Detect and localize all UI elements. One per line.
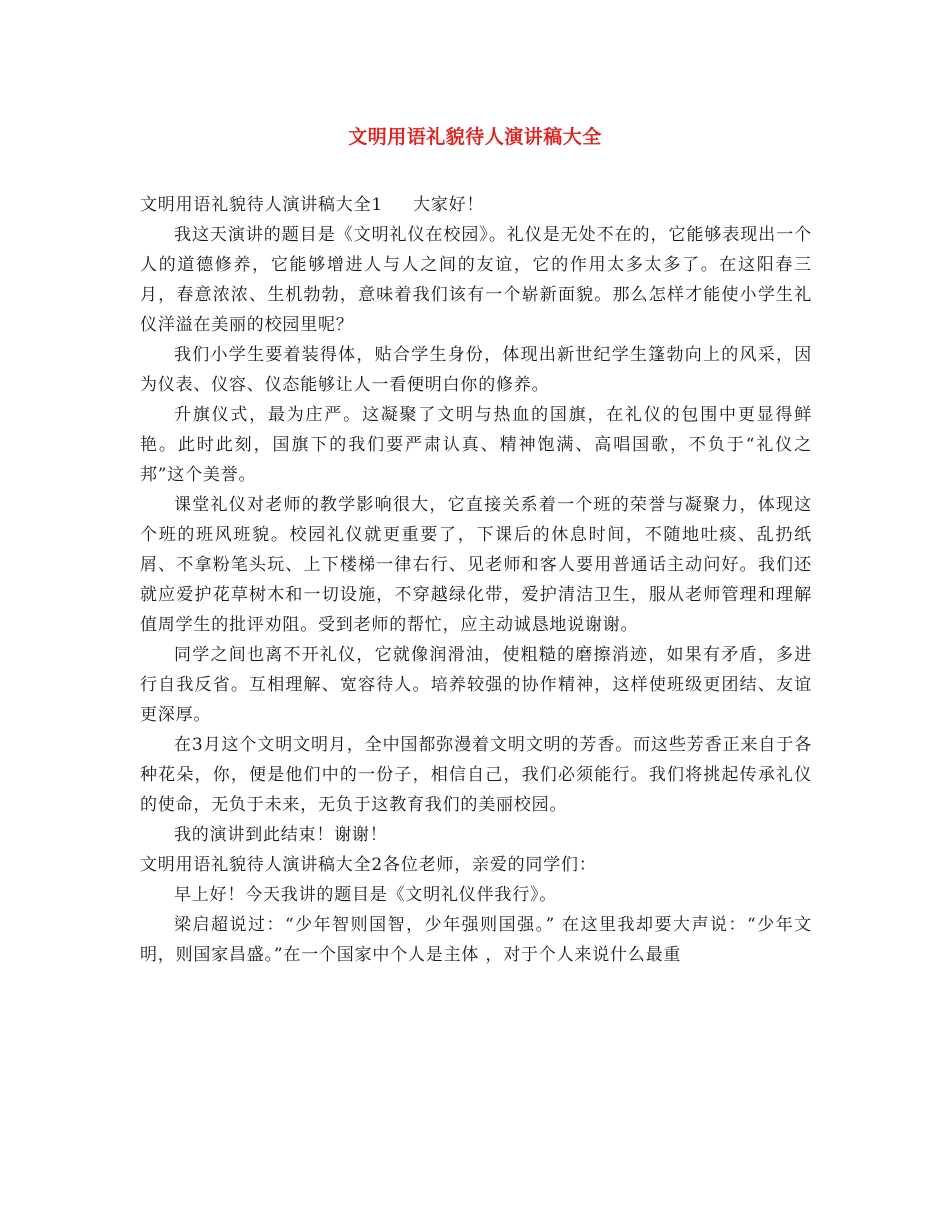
paragraph: 我们小学生要着装得体，贴合学生身份，体现出新世纪学生篷勃向上的风采，因为仪表、仪容、仪态能够让人一看便明白你的修养。 [140,345,812,395]
paragraph: 升旗仪式，最为庄严。这凝聚了文明与热血的国旗，在礼仪的包围中更显得鲜艳。此时此刻，国旗下的我们要严肃认真、精神饱满、高唱国歌，不负于“礼仪之邦”这个美誉。 [140,405,812,485]
section-heading-2: 文明用语礼貌待人演讲稿大全2各位老师，亲爱的同学们： [140,855,597,875]
document-body [140,190,812,970]
greeting-text: 大家好！ [413,195,485,215]
document-title: 文明用语礼貌待人演讲稿大全 [348,126,602,148]
paragraph: 同学之间也离不开礼仪，它就像润滑油，使粗糙的磨擦消迹，如果有矛盾，多进行自我反省。互相理解、宽容待人。培养较强的协作精神，这样使班级更团结、友谊更深厚。 [140,645,812,725]
section-heading-1 [140,190,812,220]
paragraph: 我这天演讲的题目是《文明礼仪在校园》。礼仪是无处不在的，它能够表现出一个人的道德修养，它能够增进人与人之间的友谊，它的作用太多太多了。在这阳春三月，春意浓浓、生机勃勃，意味着我们该有一个崭新面貌。那么怎样才能使小学生礼仪洋溢在美丽的校园里呢？ [140,225,812,335]
section-heading-text: 文明用语礼貌待人演讲稿大全1 [140,195,384,215]
paragraph: 课堂礼仪对老师的教学影响很大，它直接关系着一个班的荣誉与凝聚力，体现这个班的班风班貌。校园礼仪就更重要了，下课后的休息时间，不随地吐痰、乱扔纸屑、不拿粉笔头玩、上下楼梯一律右行、见老师和客人要用普通话主动问好。我们还就应爱护花草树木和一切设施，不穿越绿化带，爱护清洁卫生，服从老师管理和理解值周学生的批评劝阻。受到老师的帮忙，应主动诚恳地说谢谢。 [140,495,812,635]
paragraph: 梁启超说过：“少年智则国智，少年强则国强。” 在这里我却要大声说：“少年文明，则国家昌盛。”在一个国家中个人是主体 ，对于个人来说什么最重 [140,915,812,965]
paragraph: 我的演讲到此结束！谢谢！ [174,825,388,845]
paragraph: 在3月这个文明文明月，全中国都弥漫着文明文明的芳香。而这些芳香正来自于各种花朵，你，便是他们中的一份子，相信自己，我们必须能行。我们将挑起传承礼仪的使命，无负于未来，无负于这教育我们的美丽校园。 [140,735,812,815]
paragraph: 早上好！今天我讲的题目是《文明礼仪伴我行》。 [174,885,558,905]
